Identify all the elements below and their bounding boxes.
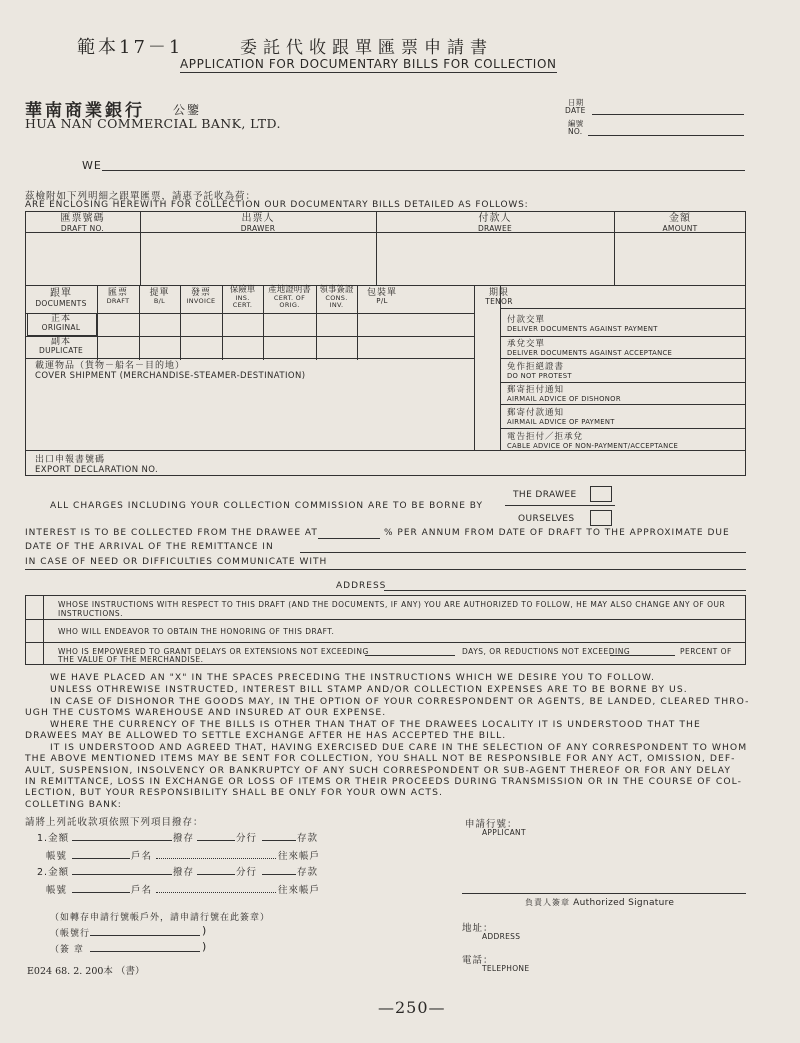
remittance-field[interactable] — [300, 552, 746, 553]
communicate-field[interactable] — [25, 569, 746, 570]
deposit-2-branch: 分行 — [236, 867, 258, 878]
paren-close: ) — [202, 924, 207, 937]
terms-line: THE ABOVE MENTIONED ITEMS MAY BE SENT FOR COLLECTION, YOU SHALL NOT BE RESPONSIBLE FOR ANY ACT, OMISSION, DEF- — [25, 753, 736, 764]
deposit-1-bank-field[interactable] — [197, 840, 235, 841]
applicant-label-zh: 申請行號： — [465, 819, 518, 830]
header-drawee: 付款人 DRAWEE — [477, 213, 513, 233]
options-col — [500, 285, 501, 450]
form-title-en: APPLICATION FOR DOCUMENTARY BILLS FOR COLLECTION — [180, 57, 557, 71]
interest-line3: IN CASE OF NEED OR DIFFICULTIES COMMUNICATE WITH — [25, 557, 328, 567]
address-field[interactable] — [384, 590, 746, 591]
opt-divider — [500, 428, 745, 429]
deposit-1-branch-field[interactable] — [262, 840, 296, 841]
deposit-1-branch: 分行 — [236, 833, 258, 844]
terms-line: IN REMITTANCE, LOSS IN EXCHANGE OR LOSS OF ITEMS OR THEIR PROCEEDS DURING TRANSMISSION OR IN THE COURSE OF COL- — [25, 776, 742, 787]
instruction-checkbox[interactable] — [26, 598, 42, 618]
footer-note-2-field[interactable] — [90, 935, 200, 936]
terms-line: AULT, SUSPENSION, INSOLVENCY OR BANKRUPTCY OF ANY SUCH CORRESPONDENT OR SUB-AGENT THEREOF OR FOR ANY DELAY — [25, 765, 731, 776]
page-number: —250— — [378, 998, 446, 1017]
enclosing-zh: 茲檢附如下列明細之跟單匯票，請惠予託收為荷： — [25, 191, 257, 202]
option-item: 付款交單 DELIVER DOCUMENTS AGAINST PAYMENT — [507, 315, 658, 333]
deposit-2-name-field[interactable] — [156, 892, 276, 893]
deposit-2-account-label: 帳號 — [46, 885, 68, 896]
instruction-checkbox[interactable] — [26, 621, 42, 641]
telephone-label-en: TELEPHONE — [482, 964, 530, 973]
duplicate-label: 副本 DUPLICATE — [39, 337, 83, 356]
address-label-en: ADDRESS — [482, 932, 521, 941]
footer-note-3: （簽 章 — [50, 945, 84, 955]
interest-line1-a: INTEREST IS TO BE COLLECTED FROM THE DRAWEE AT — [25, 528, 318, 538]
export-row-top — [25, 450, 745, 451]
option-item: 郵寄拒付通知 AIRMAIL ADVICE OF DISHONOR — [507, 385, 621, 403]
doc-col-bl: 提單 B/L — [149, 288, 170, 306]
deposit-1-deposit: 存款 — [297, 833, 319, 844]
applicant-label-en: APPLICANT — [482, 828, 526, 837]
header-drawer: 出票人 DRAWER — [240, 213, 276, 233]
bank-name-en: HUA NAN COMMERCIAL BANK, LTD. — [25, 116, 281, 131]
we-label: WE — [82, 159, 102, 172]
doc-original-bottom — [25, 336, 475, 337]
form-title-zh: 委託代收跟單匯票申請書 — [240, 38, 493, 58]
instruction-6: THE VALUE OF THE MERCHANDISE. — [58, 655, 204, 664]
deposit-2-bank-field[interactable] — [197, 874, 235, 875]
header-draft-no: 匯票號碼 DRAFT NO. — [60, 213, 105, 233]
option-checkbox[interactable] — [475, 359, 499, 381]
ourselves-checkbox[interactable] — [590, 510, 612, 526]
charges-text: ALL CHARGES INCLUDING YOUR COLLECTION COMMISSION ARE TO BE BORNE BY — [50, 501, 483, 511]
terms-line: WHERE THE CURRENCY OF THE BILLS IS OTHER THAN THAT OF THE DRAWEES LOCALITY IT IS UNDERSTOOD THAT THE — [50, 719, 701, 730]
doc-col-draft: 匯票 DRAFT — [106, 288, 130, 306]
option-item: 承兌交單 DELIVER DOCUMENTS AGAINST ACCEPTANCE — [507, 339, 673, 357]
interest-rate-field[interactable] — [318, 538, 380, 539]
terms-line: IN CASE OF DISHONOR THE GOODS MAY, IN THE OPTION OF YOUR CORRESPONDENT OR AGENTS, BE LANDED, CLEARED THRO- — [50, 696, 750, 707]
tenor-line — [500, 308, 745, 309]
deposit-1-name-field[interactable] — [156, 858, 276, 859]
export-decl-label: 出口申報書號碼 EXPORT DECLARATION NO. — [35, 455, 159, 475]
deposit-2-account-field[interactable] — [72, 892, 130, 893]
option-checkbox[interactable] — [475, 337, 499, 357]
deposit-1-bank: 撥存 — [173, 833, 195, 844]
opt-divider — [500, 404, 745, 405]
enclosing-en: ARE ENCLOSING HEREWITH FOR COLLECTION OUR DOCUMENTARY BILLS DETAILED AS FOLLOWS: — [25, 200, 529, 210]
deposit-2-suffix: 往來帳戶 — [278, 885, 321, 896]
instr-row-divider — [25, 619, 745, 620]
charges-divider — [505, 505, 615, 506]
signature-label: 負責人簽章 Authorized Signature — [525, 898, 675, 908]
option-checkbox[interactable] — [475, 383, 499, 403]
deposit-1-amount-field[interactable] — [72, 840, 172, 841]
tenor-label: 期限 TENOR — [485, 288, 513, 307]
option-checkbox[interactable] — [475, 429, 499, 449]
terms-line: DRAWEES MAY BE ALLOWED TO SETTLE EXCHANGE AFTER HE HAS ACCEPTED THE BILL. — [25, 730, 507, 741]
instruction-4: DAYS, OR REDUCTIONS NOT EXCEEDING — [462, 647, 631, 656]
deposit-1-suffix: 往來帳戶 — [278, 851, 321, 862]
doc-col-cert-orig: 產地證明書 CERT. OF ORIG. — [268, 285, 311, 309]
footer-note-3-field[interactable] — [90, 951, 200, 952]
deposit-1-amount-label: 1.金額 — [37, 833, 70, 844]
deposit-1-account-label: 帳號 — [46, 851, 68, 862]
instruction-2: WHO WILL ENDEAVOR TO OBTAIN THE HONORING OF THIS DRAFT. — [58, 627, 335, 636]
header-amount: 金額 AMOUNT — [662, 213, 698, 233]
delay-days-field[interactable] — [365, 655, 455, 656]
reduction-field[interactable] — [610, 655, 675, 656]
option-item: 郵寄付款通知 AIRMAIL ADVICE OF PAYMENT — [507, 408, 615, 426]
address-label: ADDRESS — [336, 581, 387, 591]
option-checkbox[interactable] — [475, 311, 499, 333]
instr-col — [43, 595, 44, 665]
terms-line: LECTION, BUT YOUR RESPONSIBILITY SHALL BE ONLY FOR YOUR OWN ACTS. — [25, 787, 443, 798]
no-label-zh: 編號 — [568, 119, 584, 128]
deposit-2-amount-label: 2.金額 — [37, 867, 70, 878]
bank-name-zh: 華南商業銀行 — [25, 101, 145, 121]
drawee-checkbox[interactable] — [590, 486, 612, 502]
drawee-option-label: THE DRAWEE — [513, 490, 577, 500]
deposit-2-deposit: 存款 — [297, 867, 319, 878]
deposit-2-bank: 撥存 — [173, 867, 195, 878]
doc-col-invoice: 發票 INVOICE — [186, 288, 216, 306]
instruction-1: WHOSE INSTRUCTIONS WITH RESPECT TO THIS DRAFT (AND THE DOCUMENTS, IF ANY) YOU ARE AUTHORIZED TO FOLLOW, HE MAY ALSO CHANGE ANY OF OUR INSTRUCTIONS. — [58, 600, 726, 618]
signature-line[interactable] — [462, 893, 746, 894]
instr-row-divider — [25, 642, 745, 643]
documents-label: 跟單 DOCUMENTS — [35, 288, 87, 308]
deposit-2-amount-field[interactable] — [72, 874, 172, 875]
deposit-1-account-field[interactable] — [72, 858, 130, 859]
terms-line: WE HAVE PLACED AN "X" IN THE SPACES PRECEDING THE INSTRUCTIONS WHICH WE DESIRE YOU TO FOLLOW. — [50, 672, 655, 683]
date-label-zh: 日期 — [568, 98, 584, 107]
telephone-label-zh: 電話： — [462, 955, 494, 966]
instruction-3: WHO IS EMPOWERED TO GRANT DELAYS OR EXTENSIONS NOT EXCEEDING — [58, 647, 369, 656]
ourselves-option-label: OURSELVES — [518, 514, 575, 524]
opt-divider — [500, 358, 745, 359]
date-label-en: DATE — [565, 106, 586, 115]
footer-note-2: （帳號行 — [50, 929, 91, 939]
address-label-zh: 地址： — [462, 923, 494, 934]
form-id: E024 68. 2. 200本 （書） — [27, 966, 145, 977]
documents-row-top — [25, 285, 745, 286]
instruction-checkbox[interactable] — [26, 644, 42, 664]
paren-close: ) — [202, 940, 207, 953]
doc-col-ins-cert: 保險單 INS. CERT. — [229, 285, 256, 309]
deposit-1-name: 戶名 — [131, 851, 153, 862]
option-item: 電告拒付／拒承兌 CABLE ADVICE OF NON-PAYMENT/ACCEPTANCE — [507, 432, 679, 450]
option-item: 免作拒絕證書 DO NOT PROTEST — [507, 362, 572, 380]
we-field[interactable] — [102, 170, 745, 171]
deposit-2-branch-field[interactable] — [262, 874, 296, 875]
doc-col-pl: 包裝單 P/L — [366, 288, 397, 306]
terms-line: UNLESS OTHREWISE INSTRUCTED, INTEREST BILL STAMP AND/OR COLLECTION EXPENSES ARE TO BE BORNE BY US. — [50, 684, 688, 695]
no-field[interactable] — [588, 135, 744, 136]
original-label: 正本 ORIGINAL — [41, 314, 81, 333]
no-label-en: NO. — [568, 127, 583, 136]
terms-line: IT IS UNDERSTOOD AND AGREED THAT, HAVING EXERCISED DUE CARE IN THE SELECTION OF ANY CORRESPONDENT TO WHOM — [50, 742, 748, 753]
deposit-note: 請將上列託收款項依照下列項目撥存： — [25, 817, 204, 828]
interest-line2: DATE OF THE ARRIVAL OF THE REMITTANCE IN — [25, 542, 274, 552]
option-checkbox[interactable] — [475, 405, 499, 427]
terms-line: UGH THE CUSTOMS WAREHOUSE AND INSURED AT OUR EXPENSE. — [25, 707, 387, 718]
doc-col-cons-inv: 領事簽證 CONS. INV. — [319, 285, 354, 309]
deposit-2-name: 戶名 — [131, 885, 153, 896]
shipment-label: 載運物品（貨物－船名－目的地） COVER SHIPMENT (MERCHANDISE-STEAMER-DESTINATION) — [35, 361, 306, 381]
bank-suffix-zh: 公鑒 — [173, 103, 202, 117]
collecting-bank-label: COLLETING BANK: — [25, 800, 122, 810]
instruction-5: PERCENT OF — [680, 647, 732, 656]
footer-note-1: （如轉存申請行號帳戶外，請申請行號在此簽章） — [50, 913, 271, 923]
interest-line1-b: % PER ANNUM FROM DATE OF DRAFT TO THE APPROXIMATE DUE — [384, 528, 730, 538]
date-field[interactable] — [592, 114, 744, 115]
form-code: 範本17－1 — [77, 37, 184, 58]
